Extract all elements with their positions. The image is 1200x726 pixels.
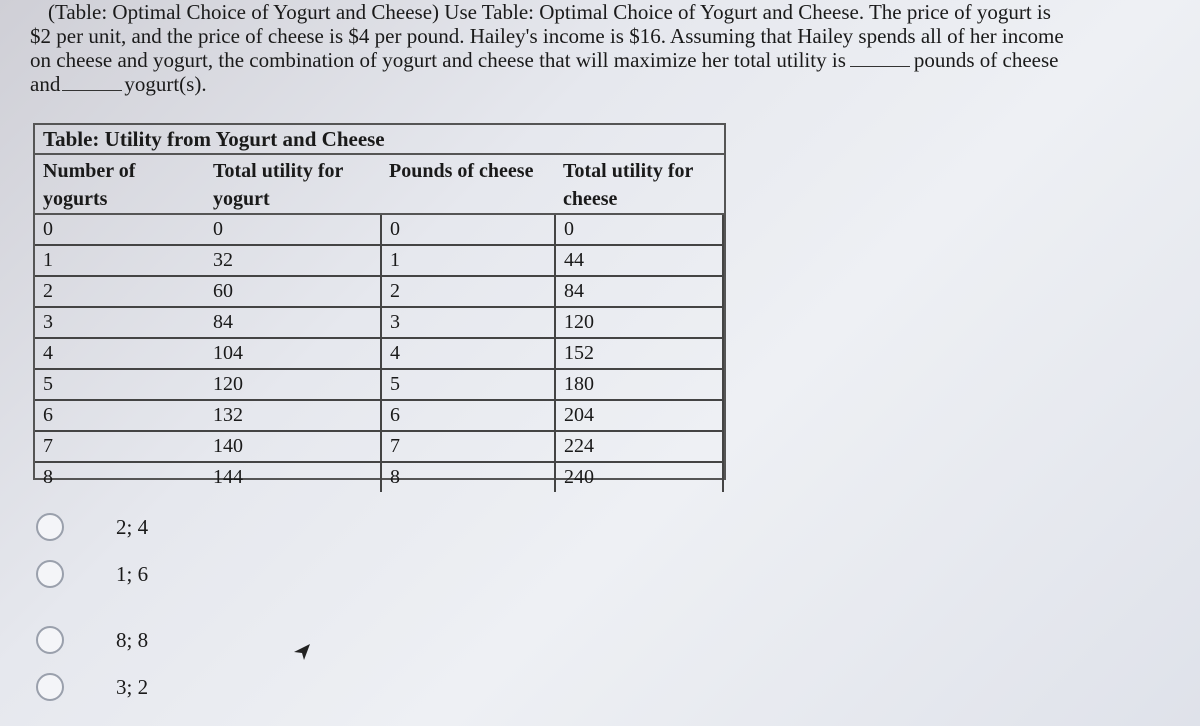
table-cell: 60 <box>205 276 381 307</box>
question-line-2: $2 per unit, and the price of cheese is $4 per pound. Hailey's income is $16. Assuming that Hailey spends all of her income <box>30 24 1064 48</box>
radio-button-icon[interactable] <box>36 560 64 588</box>
table-cell: 32 <box>205 245 381 276</box>
table-row <box>35 307 723 338</box>
table-cell: 7 <box>381 431 555 462</box>
utility-table <box>33 123 726 488</box>
table-row <box>35 276 723 307</box>
table-cell: 8 <box>43 466 53 488</box>
question-line-3 <box>30 48 1190 72</box>
table-row <box>35 245 723 276</box>
question-line-4-end: yogurt(s). <box>124 72 207 96</box>
table-cell: 0 <box>205 214 381 245</box>
table-cell: 8 <box>390 466 400 488</box>
table-cell: 6 <box>35 400 205 431</box>
header-total-utility-cheese: Total utility for cheese <box>555 155 723 214</box>
table-cell: 120 <box>205 369 381 400</box>
option-4-label: 3; 2 <box>116 674 149 699</box>
table-cell: 224 <box>555 431 723 462</box>
answer-blank-cheese <box>850 52 910 67</box>
table-cell: 0 <box>555 214 723 245</box>
utility-data-table <box>35 155 724 492</box>
table-cell: 4 <box>381 338 555 369</box>
table-row <box>35 338 723 369</box>
table-cell: 144 <box>205 462 381 492</box>
table-row <box>35 214 723 245</box>
table-cell: 1 <box>35 245 205 276</box>
table-cell: 152 <box>555 338 723 369</box>
table-row <box>35 431 723 462</box>
table-row <box>35 400 723 431</box>
table-cell: 0 <box>35 214 205 245</box>
question-line-4-start: and <box>30 72 61 96</box>
table-body <box>35 214 723 492</box>
table-cell: 7 <box>35 431 205 462</box>
option-3[interactable] <box>36 626 149 654</box>
table-cell: 204 <box>555 400 723 431</box>
table-header-row <box>35 155 723 214</box>
table-cell: 104 <box>205 338 381 369</box>
table-cell: 180 <box>555 369 723 400</box>
answer-blank-yogurt <box>62 76 122 91</box>
table-cell: 6 <box>381 400 555 431</box>
table-cell: 1 <box>381 245 555 276</box>
table-cell: 240 <box>555 462 723 492</box>
question-line-4 <box>30 72 1190 96</box>
table-cell: 140 <box>205 431 381 462</box>
table-row <box>35 462 723 492</box>
mouse-cursor-icon <box>290 640 314 664</box>
table-cell: 2 <box>35 276 205 307</box>
table-cell: 120 <box>555 307 723 338</box>
table-cell: 84 <box>555 276 723 307</box>
table-title: Table: Utility from Yogurt and Cheese <box>35 125 724 155</box>
question-text <box>30 0 1190 96</box>
table-cell: 4 <box>35 338 205 369</box>
header-total-utility-yogurt: Total utility for yogurt <box>205 155 381 214</box>
question-line-1: (Table: Optimal Choice of Yogurt and Cheese) Use Table: Optimal Choice of Yogurt and Cheese. The price of yogurt is <box>48 0 1051 24</box>
header-number-of-yogurts: Number of yogurts <box>35 155 205 214</box>
radio-button-icon[interactable] <box>36 513 64 541</box>
table-cell: 132 <box>205 400 381 431</box>
table-cell: 5 <box>35 369 205 400</box>
table-cell: 2 <box>381 276 555 307</box>
table-cell: 44 <box>555 245 723 276</box>
header-pounds-of-cheese: Pounds of cheese <box>381 155 555 214</box>
table-cell: 3 <box>35 307 205 338</box>
table-row <box>35 369 723 400</box>
table-cell: 5 <box>381 369 555 400</box>
table-cell: 3 <box>381 307 555 338</box>
table-cell: 0 <box>381 214 555 245</box>
option-1-label: 2; 4 <box>116 514 149 539</box>
radio-button-icon[interactable] <box>36 626 64 654</box>
option-2-label: 1; 6 <box>116 561 149 586</box>
question-line-3-start: on cheese and yogurt, the combination of yogurt and cheese that will maximize her total utility is <box>30 48 846 72</box>
radio-button-icon[interactable] <box>36 673 64 701</box>
question-line-3-end: pounds of cheese <box>913 48 1059 72</box>
table-cell: 84 <box>205 307 381 338</box>
option-4[interactable] <box>36 673 149 701</box>
option-3-label: 8; 8 <box>116 627 149 652</box>
option-1[interactable] <box>36 513 149 541</box>
option-2[interactable] <box>36 560 149 588</box>
